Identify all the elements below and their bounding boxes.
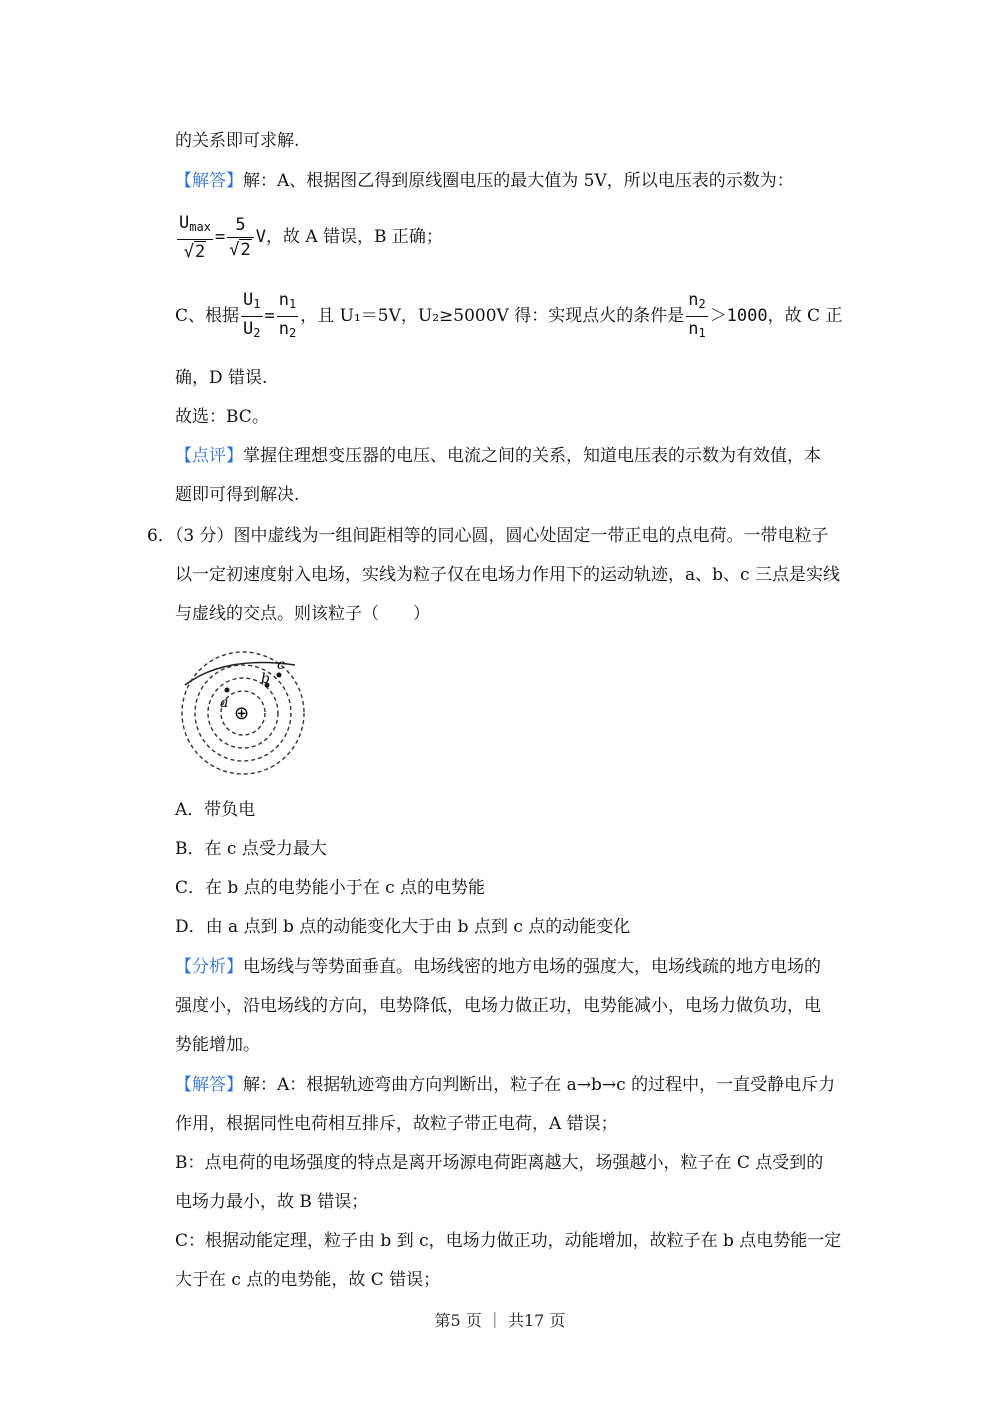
- text-line: 题即可得到解决.: [175, 485, 300, 505]
- frac-num: n: [278, 290, 289, 310]
- frac-num: U: [179, 213, 190, 233]
- unit: V: [255, 227, 266, 247]
- option-a: A．带负电: [175, 800, 256, 820]
- solution-line: 电场力最小，故 B 错误；: [175, 1192, 369, 1212]
- formula-text: ，故 A 错误，B 正确；: [265, 227, 443, 247]
- point-a: [225, 688, 230, 693]
- analysis-line: 强度小，沿电场线的方向，电势降低，电场力做正功，电势能减小，电场力做负功，电: [175, 996, 821, 1016]
- formula-mid: ，且 U₁＝5V，U₂≥5000V 得：实现点火的条件是: [300, 306, 685, 326]
- frac-num-sub: 2: [698, 297, 706, 311]
- equals-sign: =: [264, 306, 275, 326]
- concentric-field-figure: [175, 645, 315, 784]
- solution-text: 解：A：根据轨迹弯曲方向判断出，粒子在 a→b→c 的过程中，一直受静电斥力: [243, 1075, 836, 1095]
- inequality: ＞1000: [709, 306, 768, 326]
- text-line: 确，D 错误.: [175, 368, 268, 388]
- fraction-umax: $\frac{U_{max}}{√2}$: [179, 213, 211, 262]
- point-c: [277, 673, 282, 678]
- formula-line: [175, 210, 850, 264]
- text-line: 故选：BC。: [175, 407, 269, 427]
- option-c: C．在 b 点的电势能小于在 c 点的电势能: [175, 878, 486, 898]
- formula-line: [175, 288, 850, 344]
- frac-den: 2: [194, 242, 206, 262]
- frac-den-sub: 2: [289, 326, 297, 340]
- fraction-n1-n2: [277, 288, 298, 345]
- solution-line: [175, 1072, 850, 1098]
- frac-num: 5: [227, 213, 254, 238]
- frac-den-sub: 2: [253, 326, 261, 340]
- option-d: D．由 a 点到 b 点的动能变化大于由 b 点到 c 点的动能变化: [175, 917, 631, 937]
- question-6-line: 6．（3 分）图中虚线为一组间距相等的同心圆，圆心处固定一带正电的点电荷。一带电粒子: [147, 526, 829, 546]
- frac-num-sub: max: [189, 220, 211, 234]
- frac-den: 2: [240, 240, 251, 260]
- fraction-n2-n1: [686, 288, 707, 345]
- analysis-line: 势能增加。: [175, 1035, 260, 1055]
- answer-tag: 【解答】: [175, 171, 243, 191]
- page-footer: 第5 页 ｜ 共17 页: [434, 1311, 566, 1330]
- label-b: b: [261, 671, 270, 687]
- question-6-line: 以一定初速度射入电场，实线为粒子仅在电场力作用下的运动轨迹，a、b、c 三点是实线: [175, 565, 840, 585]
- equals-sign: =: [214, 227, 226, 247]
- answer-line: [175, 168, 850, 194]
- solution-line: C：根据动能定理，粒子由 b 到 c，电场力做正功，动能增加，故粒子在 b 点电势能一定: [175, 1231, 842, 1251]
- label-a: a: [220, 695, 229, 711]
- frac-den-sub: 1: [698, 326, 706, 340]
- solution-line: 作用，根据同性电荷相互排斥，故粒子带正电荷，A 错误；: [175, 1114, 618, 1134]
- solution-line: 大于在 c 点的电势能，故 C 错误；: [175, 1270, 441, 1290]
- frac-den: n: [278, 319, 289, 339]
- analysis-tag: 【分析】: [175, 957, 243, 977]
- text-line: 的关系即可求解.: [175, 131, 300, 151]
- fraction-5: $\frac{5}{√2}$: [227, 213, 254, 262]
- solution-line: B：点电荷的电场强度的特点是离开场源电荷距离越大，场强越小，粒子在 C 点受到的: [175, 1153, 824, 1173]
- frac-num: U: [243, 290, 254, 310]
- analysis-text: 电场线与等势面垂直。电场线密的地方电场的强度大，电场线疏的地方电场的: [243, 957, 821, 977]
- answer-text: 解：A、根据图乙得到原线圈电压的最大值为 5V，所以电压表的示数为：: [243, 171, 794, 191]
- frac-num: n: [688, 290, 699, 310]
- option-b: B．在 c 点受力最大: [175, 839, 327, 859]
- comment-tag: 【点评】: [175, 446, 243, 466]
- solution-tag: 【解答】: [175, 1075, 243, 1095]
- fraction-u1-u2: [241, 288, 262, 345]
- frac-den: n: [688, 319, 699, 339]
- positive-charge-icon: ⊕: [234, 703, 250, 724]
- comment-line: [175, 443, 850, 469]
- frac-num-sub: 1: [289, 297, 297, 311]
- frac-num-sub: 1: [253, 297, 261, 311]
- label-c: c: [277, 657, 285, 673]
- analysis-line: [175, 954, 850, 980]
- formula-post: ，故 C 正: [767, 306, 843, 326]
- field-diagram: [175, 645, 315, 780]
- comment-text: 掌握住理想变压器的电压、电流之间的关系，知道电压表的示数为有效值，本: [243, 446, 821, 466]
- frac-den: U: [243, 319, 254, 339]
- formula-prefix: C、根据: [175, 306, 240, 326]
- question-6-line: 与虚线的交点。则该粒子（ ）: [175, 604, 430, 624]
